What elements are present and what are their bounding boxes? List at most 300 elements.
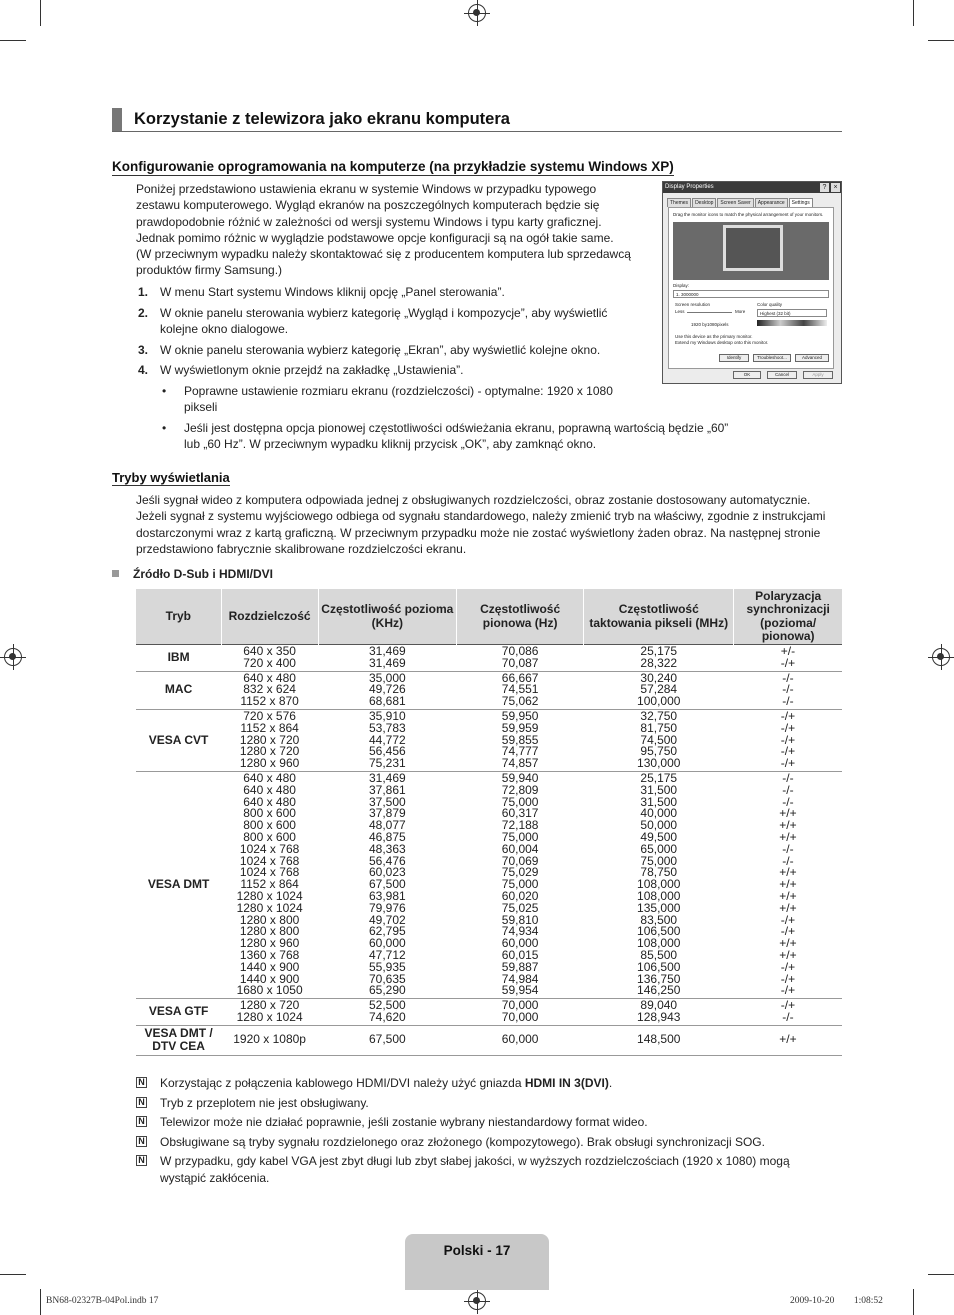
para-line: dostarczonymi wraz z kartą graficzną. W przeciwnym przypadku może nie zostać wyświetlony żaden obraz. Na następnej stronie xyxy=(136,525,821,540)
cell-value: 74,984 xyxy=(501,971,539,986)
resolution-value: 1920 by1080pixels xyxy=(691,322,729,327)
cell-value: 1280 x 720 xyxy=(239,998,300,1013)
cell-value: 800 x 600 xyxy=(243,806,296,821)
cell-value: -/+ xyxy=(780,971,796,986)
troubleshoot-button: Troubleshoot... xyxy=(753,354,791,362)
cell-value: 136,750 xyxy=(637,971,681,986)
cell-h-freq xyxy=(318,999,457,1026)
cell-value: 89,040 xyxy=(640,998,678,1013)
cell-value: 108,000 xyxy=(637,877,681,892)
tab-themes: Themes xyxy=(667,198,691,207)
cell-value: 75,062 xyxy=(501,694,539,709)
print-info-right: 2009-10-20 ￿￿ 1:08:52 xyxy=(790,1296,883,1306)
cell-value: 75,000 xyxy=(501,877,539,892)
cell-value: 35,910 xyxy=(368,708,406,723)
cell-value: 30,240 xyxy=(640,670,678,685)
cell-value: 74,777 xyxy=(501,744,539,759)
source-label-text: Źródło D-Sub i HDMI/DVI xyxy=(133,567,273,581)
cell-value: 59,940 xyxy=(501,770,539,785)
para-line: Jeżeli sygnał z systemu wyjściowego odbiega od sygnału standardowego, należy zmienić tryb na właściwy, zgodnie z instrukcjami xyxy=(136,509,826,524)
cell-value: 60,000 xyxy=(368,936,406,951)
dialog-tabs xyxy=(667,198,841,207)
cell-sync-polarity xyxy=(734,1025,842,1055)
registration-mark-icon xyxy=(932,648,950,666)
cell-value: +/+ xyxy=(779,865,797,880)
registration-mark-icon xyxy=(4,648,22,666)
cell-value: 59,810 xyxy=(501,912,539,927)
cell-value: 1920 x 1080p xyxy=(233,1032,306,1047)
cell-value: 37,500 xyxy=(368,794,406,809)
cell-value: -/- xyxy=(782,770,794,785)
cell-value: 75,029 xyxy=(501,865,539,880)
cell-value: 1280 x 1024 xyxy=(236,888,303,903)
display-label: Display: xyxy=(673,283,690,288)
cell-value: 66,667 xyxy=(501,670,539,685)
cell-value: 62,795 xyxy=(368,924,406,939)
cell-resolution xyxy=(221,999,318,1026)
note-item xyxy=(136,1134,836,1151)
cell-value: 60,023 xyxy=(368,865,406,880)
intro-line: Jednak pomimo różnic w wyglądzie podstawowe opcje konfiguracji są na ogół takie same. xyxy=(136,230,614,245)
bullet-text: Poprawne ustawienie rozmiaru ekranu (rozdzielczości) - optymalne: 1920 x 1080 pikseli xyxy=(184,383,613,414)
crop-mark xyxy=(40,1289,41,1315)
close-icon: × xyxy=(831,183,840,192)
dialog-title: Display Properties xyxy=(665,184,714,190)
cell-value: 74,857 xyxy=(501,756,539,771)
cell-value: 65,290 xyxy=(368,983,406,998)
cell-value: 135,000 xyxy=(637,900,681,915)
heading-bar xyxy=(112,108,122,132)
cell-value: -/- xyxy=(782,1009,794,1024)
subsection-title-software: Konfigurowanie oprogramowania na komputerze (na przykładzie systemu Windows XP) xyxy=(112,159,674,174)
cell-value: 59,950 xyxy=(501,708,539,723)
step-number: 4. xyxy=(138,363,149,377)
cell-value: 59,959 xyxy=(501,720,539,735)
cell-value: 1280 x 960 xyxy=(239,936,300,951)
cell-h-freq xyxy=(318,1025,457,1055)
resolution-label: Screen resolution xyxy=(675,302,711,307)
settings-pane xyxy=(668,207,834,369)
note-item xyxy=(136,1153,810,1186)
crop-mark xyxy=(0,40,26,41)
cell-value: 75,000 xyxy=(640,853,678,868)
cell-value: +/- xyxy=(780,644,796,658)
color-bar xyxy=(757,320,827,326)
dialog-titlebar xyxy=(663,182,841,193)
cell-value: 832 x 624 xyxy=(243,682,296,697)
cell-value: 75,000 xyxy=(501,794,539,809)
cell-v-freq xyxy=(457,645,584,672)
cell-value: 31,469 xyxy=(368,644,406,658)
header-resolution: Rozdzielczość xyxy=(221,589,318,645)
cell-value: -/+ xyxy=(780,756,796,771)
cell-value: 74,551 xyxy=(501,682,539,697)
cell-v-freq xyxy=(457,771,584,998)
cell-value: 640 x 480 xyxy=(243,670,296,685)
cell-value: 55,935 xyxy=(368,959,406,974)
header-h-freq: Częstotliwość pozioma (KHz) xyxy=(318,589,457,645)
cell-value: +/+ xyxy=(779,1032,797,1047)
cell-value: 1360 x 768 xyxy=(239,947,300,962)
resolution-slider xyxy=(687,312,732,313)
crop-mark xyxy=(928,40,954,41)
note-item xyxy=(136,1114,836,1131)
tab-desktop: Desktop xyxy=(692,198,716,207)
checkbox-extend: Extend my Windows desktop onto this monitor. xyxy=(675,340,769,345)
cell-value: -/+ xyxy=(780,924,796,939)
cell-value: 35,000 xyxy=(368,670,406,685)
header-v-freq: Częstotliwość pionowa (Hz) xyxy=(457,589,584,645)
cell-value: 56,476 xyxy=(368,853,406,868)
cell-resolution xyxy=(221,1025,318,1055)
cell-value: 148,500 xyxy=(637,1032,681,1047)
monitor-icon xyxy=(723,225,783,271)
cell-value: 67,500 xyxy=(368,1032,406,1047)
cell-value: 44,772 xyxy=(368,732,406,747)
cell-mode: VESA DMT / DTV CEA xyxy=(136,1025,221,1055)
note-icon: N xyxy=(136,1097,147,1108)
registration-mark-icon xyxy=(468,4,486,22)
cell-value: +/+ xyxy=(779,829,797,844)
table-row xyxy=(136,709,842,771)
cell-value: 60,020 xyxy=(501,888,539,903)
header-sync-polarity: Polaryzacja synchronizacji (pozioma/ pionowa) xyxy=(734,589,842,645)
step-text: W oknie panelu sterowania wybierz kategorię „Wygląd i kompozycje”, aby wyświetlić kolejne okno dialogowe. xyxy=(160,305,608,336)
crop-mark xyxy=(0,1274,26,1275)
cell-value: -/- xyxy=(782,853,794,868)
table-body xyxy=(136,645,842,1056)
cell-v-freq xyxy=(457,999,584,1026)
tab-appearance: Appearance xyxy=(755,198,788,207)
step-item xyxy=(136,305,630,338)
cell-value: 57,284 xyxy=(640,682,678,697)
crop-mark xyxy=(913,0,914,26)
cell-value: -/+ xyxy=(780,744,796,759)
cell-value: +/+ xyxy=(779,818,797,833)
cell-value: 49,726 xyxy=(368,682,406,697)
cell-value: 47,712 xyxy=(368,947,406,962)
cell-h-freq xyxy=(318,709,457,771)
cell-value: -/+ xyxy=(780,720,796,735)
identify-button: Identify xyxy=(719,354,749,362)
table-header-row xyxy=(136,589,842,645)
table-row xyxy=(136,771,842,998)
less-label: Less xyxy=(675,309,685,314)
note-icon: N xyxy=(136,1155,147,1166)
cell-pixel-clock xyxy=(584,999,734,1026)
bullet-item xyxy=(136,420,744,453)
cell-value: 640 x 350 xyxy=(243,644,296,658)
cell-pixel-clock xyxy=(584,671,734,709)
cell-value: -/+ xyxy=(780,912,796,927)
cell-value: -/+ xyxy=(780,732,796,747)
cell-value: 130,000 xyxy=(637,756,681,771)
registration-mark-icon xyxy=(468,1292,486,1310)
print-info-left: BN68-02327B-04Pol.indb 17 xyxy=(46,1296,159,1306)
cell-value: 128,943 xyxy=(637,1009,681,1024)
cell-value: 59,887 xyxy=(501,959,539,974)
cell-value: -/+ xyxy=(780,983,796,998)
step-number: 1. xyxy=(138,285,149,299)
cell-value: 59,855 xyxy=(501,732,539,747)
cell-value: 63,981 xyxy=(368,888,406,903)
cell-value: 640 x 480 xyxy=(243,770,296,785)
cell-value: 640 x 480 xyxy=(243,794,296,809)
cell-v-freq xyxy=(457,671,584,709)
cell-resolution xyxy=(221,671,318,709)
monitor-preview xyxy=(673,222,829,280)
cell-value: 70,087 xyxy=(501,655,539,670)
note-tail: . xyxy=(608,1076,613,1090)
cell-value: +/+ xyxy=(779,877,797,892)
bullet-icon: • xyxy=(162,420,167,435)
bullet-item xyxy=(136,383,624,416)
cell-value: -/- xyxy=(782,841,794,856)
cell-value: 48,363 xyxy=(368,841,406,856)
cell-h-freq xyxy=(318,645,457,672)
cell-value: 70,000 xyxy=(501,1009,539,1024)
table-row xyxy=(136,999,842,1026)
subsection-title-modes: Tryby wyświetlania xyxy=(112,470,230,485)
apply-button: Apply xyxy=(803,371,833,379)
advanced-button: Advanced xyxy=(795,354,829,362)
note-icon: N xyxy=(136,1136,147,1147)
cell-value: 65,000 xyxy=(640,841,678,856)
cell-value: 1280 x 720 xyxy=(239,744,300,759)
cell-value: 1024 x 768 xyxy=(239,853,300,868)
help-icon: ? xyxy=(820,183,829,192)
cell-value: 49,702 xyxy=(368,912,406,927)
cell-value: 53,783 xyxy=(368,720,406,735)
step-text: W wyświetlonym oknie przejdź na zakładkę „Ustawienia”. xyxy=(160,363,464,377)
cell-value: 108,000 xyxy=(637,888,681,903)
cell-v-freq xyxy=(457,709,584,771)
crop-mark xyxy=(40,0,41,26)
cell-value: +/+ xyxy=(779,947,797,962)
header-pixel-clock: Częstotliwość taktowania pikseli (MHz) xyxy=(584,589,734,645)
cell-value: 1280 x 720 xyxy=(239,732,300,747)
color-select: Highest (32 bit) xyxy=(757,309,827,317)
cell-value: 720 x 400 xyxy=(243,655,296,670)
cell-value: 31,469 xyxy=(368,770,406,785)
notes-list xyxy=(136,1075,836,1189)
cell-value: 1024 x 768 xyxy=(239,841,300,856)
cell-value: 74,620 xyxy=(368,1009,406,1024)
cell-value: -/- xyxy=(782,694,794,709)
note-text: Obsługiwane są tryby sygnału rozdzielonego oraz złożonego (kompozytowego). Brak obsługi synchronizacji SOG. xyxy=(160,1134,765,1149)
cell-value: 67,500 xyxy=(368,877,406,892)
cell-value: 37,879 xyxy=(368,806,406,821)
cell-mode: MAC xyxy=(136,671,221,709)
intro-line: (W przeciwnym wypadku należy skontaktować się z producentem komputera lub sprzedawcą xyxy=(136,247,631,262)
cell-value: -/+ xyxy=(780,655,796,670)
cell-value: 32,750 xyxy=(640,708,678,723)
cell-h-freq xyxy=(318,671,457,709)
cell-value: 1440 x 900 xyxy=(239,959,300,974)
cell-value: 68,681 xyxy=(368,694,406,709)
table-row xyxy=(136,645,842,672)
cell-value: 72,809 xyxy=(501,782,539,797)
header-mode: Tryb xyxy=(136,589,221,645)
cell-value: 74,934 xyxy=(501,924,539,939)
cell-value: 40,000 xyxy=(640,806,678,821)
cell-value: 60,004 xyxy=(501,841,539,856)
cell-value: 108,000 xyxy=(637,936,681,951)
cell-h-freq xyxy=(318,771,457,998)
cell-value: 75,231 xyxy=(368,756,406,771)
cell-value: 48,077 xyxy=(368,818,406,833)
note-text: Telewizor może nie działać poprawnie, jeśli zostanie wybrany niestandardowy format wideo. xyxy=(160,1115,648,1129)
cell-value: 1152 x 864 xyxy=(240,720,299,735)
cell-value: 1152 x 864 xyxy=(240,877,299,892)
page-number: Polski - 17 xyxy=(443,1243,511,1258)
cell-value: 79,976 xyxy=(368,900,406,915)
note-text: Korzystając z połączenia kablowego HDMI/DVI należy użyć gniazda xyxy=(160,1076,525,1090)
cell-value: 25,175 xyxy=(640,644,678,658)
cell-value: +/+ xyxy=(779,936,797,951)
step-number: 2. xyxy=(138,305,149,320)
cell-value: 70,000 xyxy=(501,998,539,1013)
cell-value: 85,500 xyxy=(640,947,678,962)
cell-value: 1152 x 870 xyxy=(240,694,299,709)
cell-pixel-clock xyxy=(584,645,734,672)
note-icon: N xyxy=(136,1077,147,1088)
cell-value: 95,750 xyxy=(640,744,678,759)
tab-settings: Settings xyxy=(789,198,813,207)
cell-mode: VESA CVT xyxy=(136,709,221,771)
table-row xyxy=(136,671,842,709)
cell-value: 60,000 xyxy=(501,1032,539,1047)
cell-value: -/+ xyxy=(780,708,796,723)
cell-value: 1024 x 768 xyxy=(239,865,300,880)
cell-pixel-clock xyxy=(584,709,734,771)
cell-value: 1280 x 960 xyxy=(239,756,300,771)
cell-mode: VESA DMT xyxy=(136,771,221,998)
intro-line: zestawu komputerowego. Wygląd ekranów na poszczególnych komputerach będzie się xyxy=(136,198,600,213)
cell-value: 800 x 600 xyxy=(243,818,296,833)
cell-value: 31,500 xyxy=(640,782,678,797)
cell-value: 31,469 xyxy=(368,655,406,670)
dialog-instruction: Drag the monitor icons to match the physical arrangement of your monitors. xyxy=(673,212,824,217)
display-select: 1. 3000000 xyxy=(673,290,829,298)
cell-sync-polarity xyxy=(734,671,842,709)
cell-pixel-clock xyxy=(584,1025,734,1055)
cell-value: 46,875 xyxy=(368,829,406,844)
cell-resolution xyxy=(221,709,318,771)
cell-sync-polarity xyxy=(734,709,842,771)
cell-value: 81,750 xyxy=(640,720,678,735)
cell-value: 1280 x 1024 xyxy=(236,900,303,915)
cell-value: 59,954 xyxy=(501,983,539,998)
cell-mode: VESA GTF xyxy=(136,999,221,1026)
cell-value: 60,015 xyxy=(501,947,539,962)
cell-value: 1280 x 800 xyxy=(239,912,300,927)
cell-value: 83,500 xyxy=(640,912,678,927)
cell-value: 56,456 xyxy=(368,744,406,759)
cell-value: 70,069 xyxy=(501,853,539,868)
cell-resolution xyxy=(221,645,318,672)
step-text: W menu Start systemu Windows kliknij opcję „Panel sterowania”. xyxy=(160,285,505,299)
cell-value: +/+ xyxy=(779,806,797,821)
bullet-text: Jeśli jest dostępna opcja pionowej częstotliwości odświeżania ekranu, poprawną wartością będzie „60” lub „60 Hz”. W przeciwnym wypadku kliknij przycisk „OK”, aby zamknąć okno. xyxy=(184,420,729,451)
cell-value: 31,500 xyxy=(640,794,678,809)
cell-value: 25,175 xyxy=(640,770,678,785)
intro-paragraph xyxy=(136,181,656,279)
cell-value: 1280 x 1024 xyxy=(236,1009,303,1024)
crop-mark xyxy=(928,1274,954,1275)
ok-button: OK xyxy=(733,371,761,379)
para-line: Jeśli sygnał wideo z komputera odpowiada jednej z obsługiwanych rozdzielczości, obraz zostanie dostosowany automatycznie. xyxy=(136,493,811,507)
cell-sync-polarity xyxy=(734,999,842,1026)
cell-value: +/+ xyxy=(779,900,797,915)
intro-line: produktów firmy Samsung.) xyxy=(136,263,283,278)
cell-value: 106,500 xyxy=(637,959,681,974)
more-label: More xyxy=(735,309,746,314)
crop-mark xyxy=(913,1289,914,1315)
cell-resolution xyxy=(221,771,318,998)
cell-value: 78,750 xyxy=(640,865,678,880)
cell-value: 50,000 xyxy=(640,818,678,833)
cell-value: -/- xyxy=(782,682,794,697)
cell-value: 75,025 xyxy=(501,900,539,915)
cell-mode: IBM xyxy=(136,645,221,672)
cancel-button: Cancel xyxy=(767,371,797,379)
source-label xyxy=(112,567,273,581)
modes-paragraph xyxy=(136,492,846,557)
cell-value: 60,000 xyxy=(501,936,539,951)
cell-value: -/- xyxy=(782,782,794,797)
cell-value: 1280 x 800 xyxy=(239,924,300,939)
display-properties-dialog xyxy=(662,181,842,384)
bullet-icon: • xyxy=(162,383,167,398)
cell-value: 1440 x 900 xyxy=(239,971,300,986)
intro-line: prawdopodobnie różnić w zależności od wersji systemu Windows i typu karty graficznej. xyxy=(136,214,602,229)
cell-value: 100,000 xyxy=(637,694,681,709)
cell-value: 52,500 xyxy=(368,998,406,1013)
cell-value: 70,086 xyxy=(501,644,539,658)
note-icon: N xyxy=(136,1116,147,1127)
color-label: Color quality xyxy=(757,302,783,307)
cell-sync-polarity xyxy=(734,645,842,672)
display-modes-table xyxy=(136,589,842,1056)
cell-value: 70,635 xyxy=(368,971,406,986)
note-text: W przypadku, gdy kabel VGA jest zbyt długi lub zbyt słabej jakości, w wyższych rozdzielczościach (1920 x 1080) mogą wystąpić zakłócenia. xyxy=(160,1154,790,1185)
cell-value: +/+ xyxy=(779,888,797,903)
cell-value: 28,322 xyxy=(640,655,678,670)
cell-value: 74,500 xyxy=(640,732,678,747)
step-number: 3. xyxy=(138,342,149,357)
cell-value: -/+ xyxy=(780,998,796,1013)
note-text: Tryb z przeplotem nie jest obsługiwany. xyxy=(160,1095,369,1110)
checkbox-primary: Use this device as the primary monitor. xyxy=(675,334,753,339)
cell-v-freq xyxy=(457,1025,584,1055)
note-item xyxy=(136,1075,836,1092)
intro-line: Poniżej przedstawiono ustawienia ekranu w systemie Windows w przypadku typowego xyxy=(136,182,597,196)
cell-value: 49,500 xyxy=(640,829,678,844)
square-bullet-icon xyxy=(112,570,119,577)
cell-value: -/+ xyxy=(780,959,796,974)
cell-value: 106,500 xyxy=(637,924,681,939)
page-number-tab xyxy=(405,1234,549,1290)
cell-value: 146,250 xyxy=(637,983,681,998)
note-item xyxy=(136,1095,836,1112)
cell-value: 800 x 600 xyxy=(243,829,296,844)
cell-sync-polarity xyxy=(734,771,842,998)
heading-rule xyxy=(112,131,842,132)
cell-value: -/- xyxy=(782,670,794,685)
tab-screen-saver: Screen Saver xyxy=(717,198,753,207)
cell-value: 640 x 480 xyxy=(243,782,296,797)
